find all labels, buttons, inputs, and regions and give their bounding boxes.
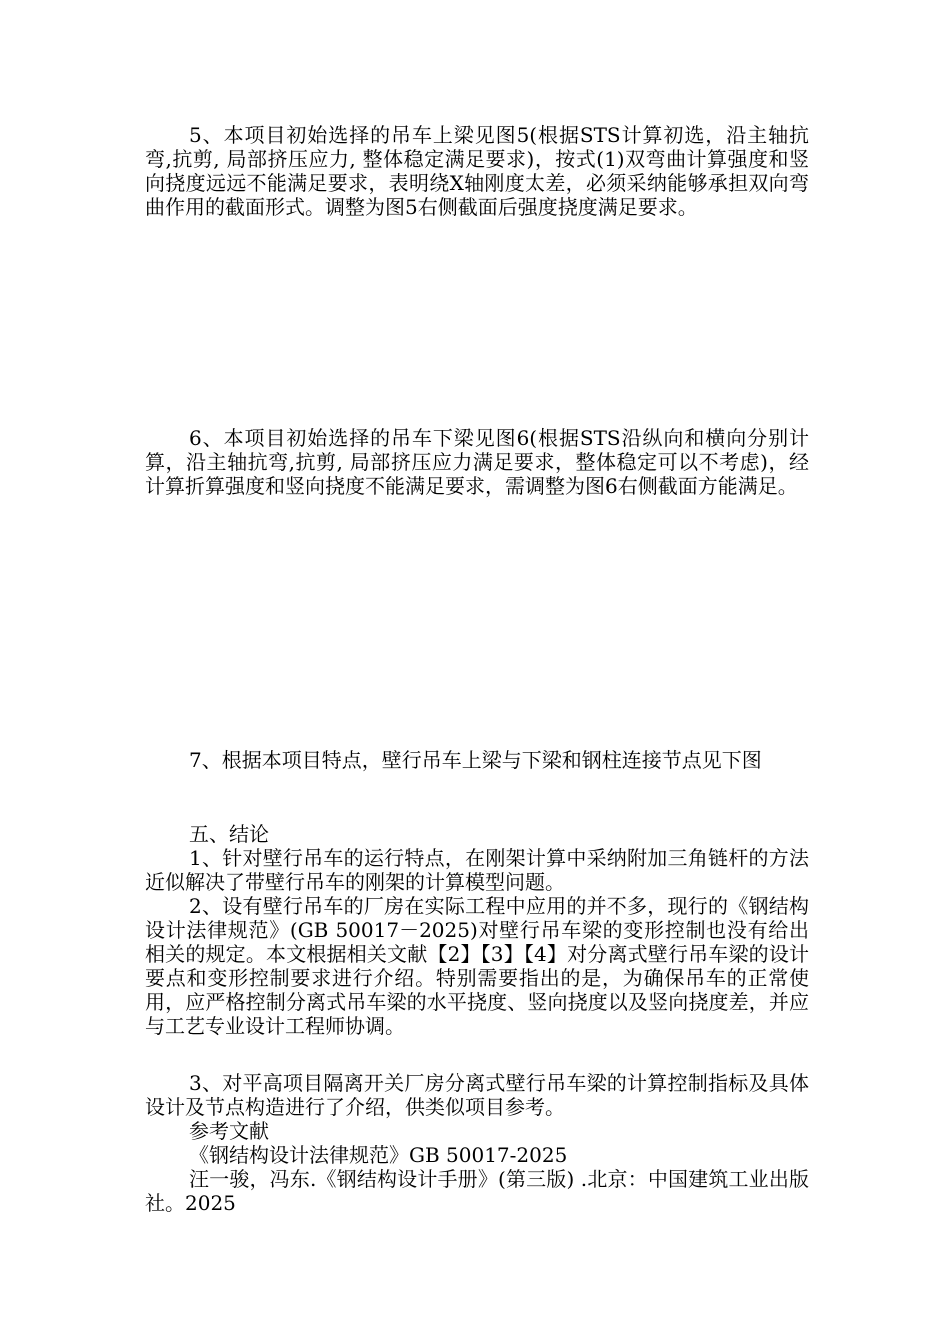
paragraph-item-6: 6、本项目初始选择的吊车下梁见图6(根据STS沿纵向和横向分别计算，沿主轴抗弯,抗剪, 局部挤压应力满足要求，整体稳定可以不考虑)，经计算折算强度和竖向挠度不能满足要求，需调整为图6右侧截面方能满足。 [145,426,809,498]
conclusion-item-3: 3、对平高项目隔离开关厂房分离式壁行吊车梁的计算控制指标及具体设计及节点构造进行了介绍，供类似项目参考。 [145,1071,809,1119]
reference-item-1: 《钢结构设计法律规范》GB 50017-2025 [189,1143,568,1167]
section-heading-conclusion: 五、结论 [189,822,269,846]
references-heading: 参考文献 [189,1119,269,1143]
reference-item-2: 汪一骏，冯东.《钢结构设计手册》(第三版) .北京：中国建筑工业出版社。2025 [145,1167,809,1215]
paragraph-item-5: 5、本项目初始选择的吊车上梁见图5(根据STS计算初选，沿主轴抗弯,抗剪, 局部挤压应力, 整体稳定满足要求)，按式(1)双弯曲计算强度和竖向挠度远远不能满足要求，表明绕X轴刚度太差，必须采纳能够承担双向弯曲作用的截面形式。调整为图5右侧截面后强度挠度满足要求。 [145,123,809,219]
conclusion-item-1: 1、针对壁行吊车的运行特点，在刚架计算中采纳附加三角链杆的方法近似解决了带壁行吊车的刚架的计算模型问题。 [145,846,809,894]
paragraph-item-7: 7、根据本项目特点，壁行吊车上梁与下梁和钢柱连接节点见下图 [189,748,762,772]
conclusion-item-2: 2、设有壁行吊车的厂房在实际工程中应用的并不多，现行的《钢结构设计法律规范》(GB 50017－2025)对壁行吊车梁的变形控制也没有给出相关的规定。本文根据相关文献【2】【3】【4】对分离式壁行吊车梁的设计要点和变形控制要求进行介绍。特别需要指出的是，为确保吊车的正常使用，应严格控制分离式吊车梁的水平挠度、竖向挠度以及竖向挠度差，并应与工艺专业设计工程师协调。 [145,894,809,1038]
